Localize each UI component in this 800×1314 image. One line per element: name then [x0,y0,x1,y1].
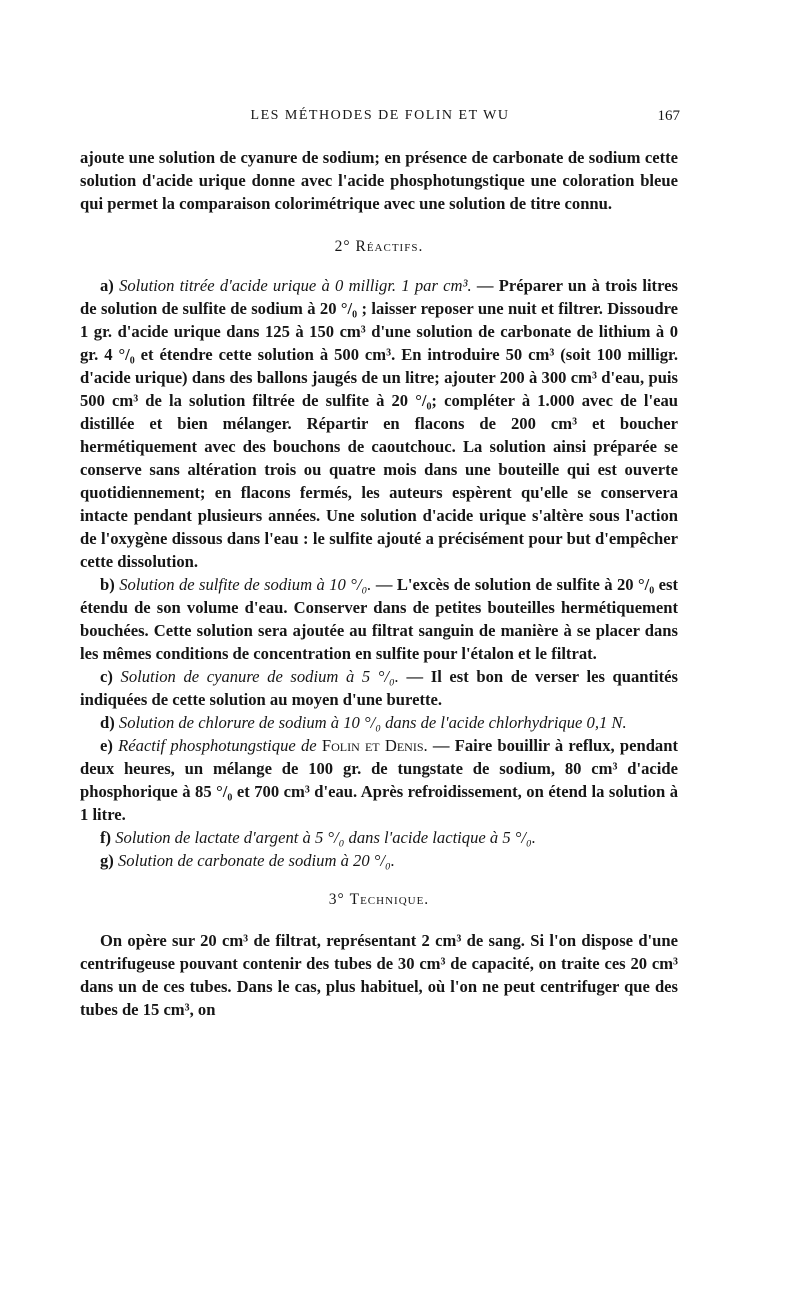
reagent-d [80,711,678,734]
section-heading-reactifs [80,235,678,258]
reagent-letter: g) [100,851,114,870]
section-title: Réactifs. [355,238,424,255]
reagent-title: Solution de lactate d'argent à 5 °/₀ dans l'acide lactique à 5 °/₀. [115,828,536,847]
reagent-g [80,849,678,872]
reagent-letter: d) [100,713,115,732]
reagent-title: Solution titrée d'acide urique à 0 milligr. 1 par cm³. [119,276,472,295]
reagent-title: Solution de cyanure de sodium à 5 °/₀. [120,667,399,686]
reagent-text: — L'excès de solution de sulfite à 20 °/₀ est étendu de son volume d'eau. Conserver dans de petites bouteilles hermétiquement bouchées. Cette solution sera ajoutée au filtrat sanguin de manière à se placer dans les mêmes conditions de concentration en sulfite pour l'étalon et le filtrat. [80,575,679,663]
section-number: 3° [328,891,345,908]
page-body [80,146,678,1021]
reagent-text: — Faire bouillir à reflux, pendant deux heures, un mélange de 100 gr. de tungstate de sodium, 80 cm³ d'acide phosphorique à 85 °/₀ et 700 cm³ d'eau. Après refroidissement, on étend la solution à 1 litre. [80,736,678,824]
section-number: 2° [334,238,351,255]
reagent-title: Solution de sulfite de sodium à 10 °/₀. [119,575,372,594]
reagent-b [80,573,678,665]
running-title: LES MÉTHODES DE FOLIN ET WU [250,108,510,123]
reagent-authors: Folin et Denis. [321,736,428,755]
reagent-letter: e) [100,736,113,755]
reagent-letter: c) [100,667,113,686]
reagent-a [80,274,678,573]
reagent-c [80,665,678,711]
reagent-text: — Il est bon de verser les quantités indiquées de cette solution au moyen d'une burette. [80,667,678,709]
reagent-f [80,826,678,849]
reagent-text: — Préparer un à trois litres de solution de sulfite de sodium à 20 °/₀ ; laisser reposer une nuit et filtrer. Dissoudre 1 gr. d'acide urique dans 125 à 150 cm³ d'une solution de carbonate de lithium à 0 gr. 4 °/₀ et étendre cette solution à 500 cm³. En introduire 50 cm³ (soit 100 milligr. d'acide urique) dans des ballons jaugés de un litre; ajouter 200 à 300 cm³ d'eau, puis 500 cm³ de la solution filtrée de sulfite à 20 °/₀; compléter à 1.000 avec de l'eau distillée et bien mélanger. Répartir en flacons de 200 cm³ et boucher hermétiquement avec des bouchons de caoutchouc. La solution ainsi préparée se conserve sans altération trois ou quatre mois dans une bouteille qui est ouverte quotidiennement; en flacons fermés, les auteurs espèrent qu'elle se conservera intacte pendant plusieurs années. Une solution d'acide urique s'altère sous l'action de l'oxygène dissous dans l'eau : le sulfite ajouté a précisément pour but d'empêcher cette dissolution. [80,276,678,571]
reagent-title: Solution de carbonate de sodium à 20 °/₀. [117,851,395,870]
reagent-letter: b) [100,575,115,594]
section-heading-technique [80,888,678,911]
page-number: 167 [657,108,680,124]
section-title: Technique. [349,891,430,908]
page-header [80,108,680,132]
reagent-title: Réactif phosphotungstique de [118,736,317,755]
reagent-title: Solution de chlorure de sodium à 10 °/₀ dans de l'acide chlorhydrique 0,1 N. [118,713,627,732]
reagent-letter: a) [100,276,114,295]
intro-paragraph: ajoute une solution de cyanure de sodium; en présence de carbonate de sodium cette solution d'acide urique donne avec l'acide phosphotungstique une coloration bleue qui permet la comparaison colorimétrique avec une solution de titre connu. [80,148,678,213]
reagent-e [80,734,678,826]
technique-paragraph: On opère sur 20 cm³ de filtrat, représentant 2 cm³ de sang. Si l'on dispose d'une centrifugeuse pouvant contenir des tubes de 30 cm³ de capacité, on traite ces 20 cm³ dans un de ces tubes. Dans le cas, plus habituel, où l'on ne peut centrifuger que des tubes de 15 cm³, on [80,931,678,1019]
reagent-letter: f) [100,828,112,847]
